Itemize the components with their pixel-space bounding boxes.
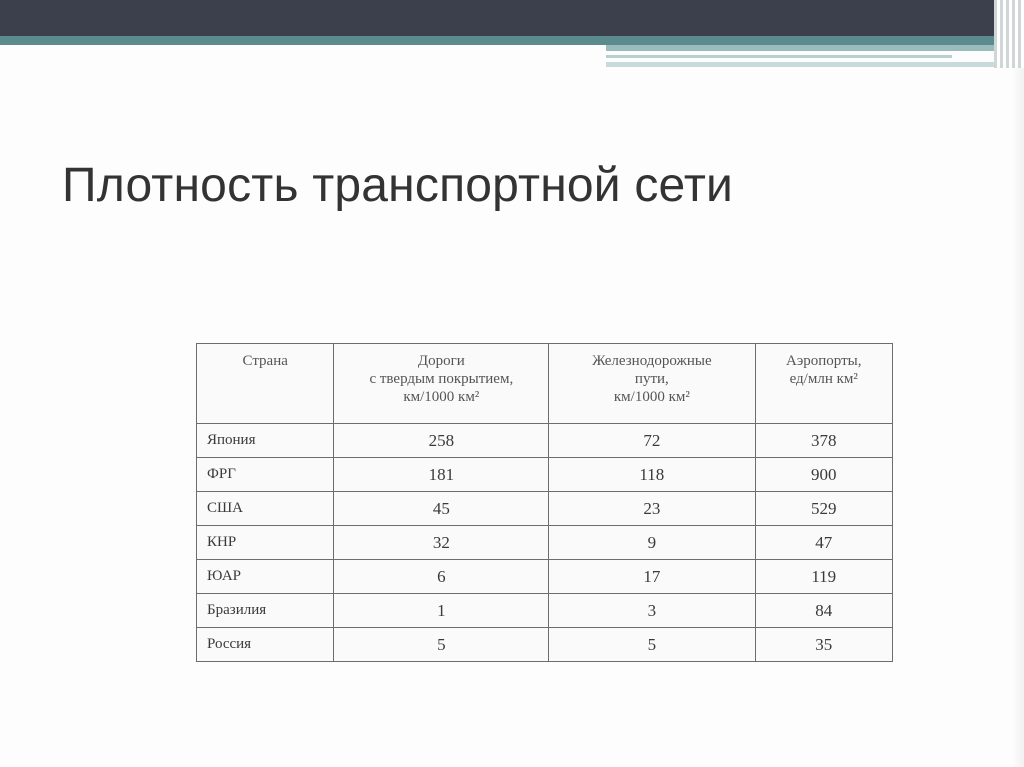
header-line: с твердым покрытием, — [369, 371, 514, 387]
roads-cell: 1 — [334, 594, 549, 628]
railways-cell: 118 — [549, 458, 755, 492]
column-header-roads — [334, 344, 549, 424]
airports-cell: 47 — [755, 526, 893, 560]
decorative-line — [606, 62, 1002, 67]
railways-cell: 17 — [549, 560, 755, 594]
page-edge — [1010, 68, 1024, 767]
country-cell: Россия — [197, 628, 334, 662]
airports-cell: 378 — [755, 424, 893, 458]
table-row — [197, 492, 893, 526]
roads-cell: 258 — [334, 424, 549, 458]
railways-cell: 5 — [549, 628, 755, 662]
country-cell: КНР — [197, 526, 334, 560]
header-line: км/1000 км² — [613, 389, 690, 405]
country-cell: ФРГ — [197, 458, 334, 492]
railways-cell: 23 — [549, 492, 755, 526]
airports-cell: 35 — [755, 628, 893, 662]
roads-cell: 6 — [334, 560, 549, 594]
airports-cell: 119 — [755, 560, 893, 594]
airports-cell: 900 — [755, 458, 893, 492]
table-row — [197, 526, 893, 560]
table-row — [197, 628, 893, 662]
header-line: км/1000 км² — [403, 389, 480, 405]
country-cell: Бразилия — [197, 594, 334, 628]
table-row — [197, 424, 893, 458]
header-line: Страна — [242, 353, 288, 369]
table-header-row — [197, 344, 893, 424]
railways-cell: 72 — [549, 424, 755, 458]
accent-bar — [0, 36, 1024, 45]
railways-cell: 9 — [549, 526, 755, 560]
column-header-railways — [549, 344, 755, 424]
table-row — [197, 594, 893, 628]
header-line: пути, — [634, 371, 669, 387]
railways-cell: 3 — [549, 594, 755, 628]
column-header-airports — [755, 344, 893, 424]
header-bar — [0, 0, 1024, 36]
decorative-line — [606, 55, 952, 58]
transport-density-table — [196, 343, 893, 662]
airports-cell: 84 — [755, 594, 893, 628]
roads-cell: 32 — [334, 526, 549, 560]
column-header-country — [197, 344, 334, 424]
table-row — [197, 560, 893, 594]
roads-cell: 181 — [334, 458, 549, 492]
header-line: Железнодорожные — [592, 353, 712, 369]
header-line: ед/млн км² — [789, 371, 858, 387]
table-row — [197, 458, 893, 492]
header-line: Аэропорты, — [786, 353, 862, 369]
slide-title: Плотность транспортной сети — [62, 159, 734, 212]
accent-bar-light — [606, 45, 1004, 51]
decorative-stripes — [994, 0, 1024, 68]
country-cell: Япония — [197, 424, 334, 458]
country-cell: ЮАР — [197, 560, 334, 594]
roads-cell: 45 — [334, 492, 549, 526]
country-cell: США — [197, 492, 334, 526]
header-line: Дороги — [417, 353, 465, 369]
roads-cell: 5 — [334, 628, 549, 662]
airports-cell: 529 — [755, 492, 893, 526]
